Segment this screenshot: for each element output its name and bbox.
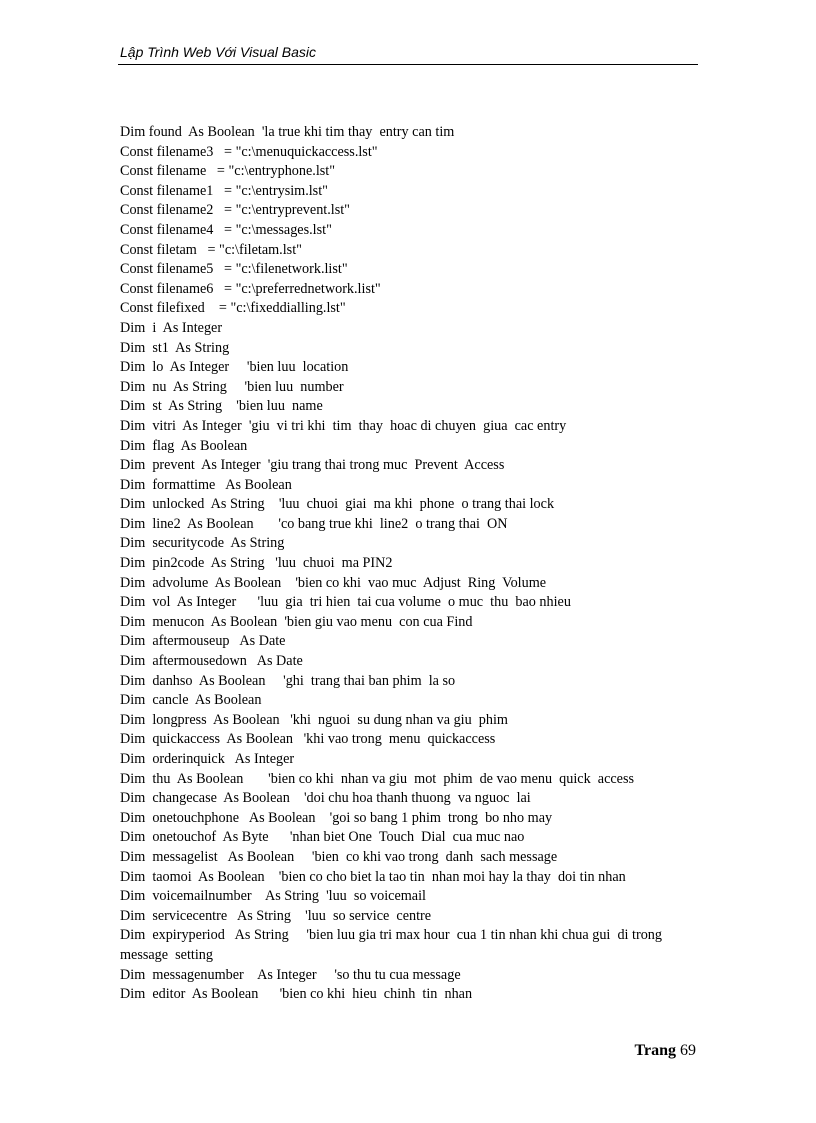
code-line: Dim expiryperiod As String 'bien luu gia tri max hour cua 1 tin nhan khi chua gui di trong message setting [120, 927, 666, 963]
code-line: Const filefixed = "c:\fixeddialling.lst" [120, 300, 346, 317]
code-line: Dim onetouchof As Byte 'nhan biet One Touch Dial cua muc nao [120, 829, 525, 846]
code-line: Dim nu As String 'bien luu number [120, 378, 344, 395]
code-line: Dim advolume As Boolean 'bien co khi vao muc Adjust Ring Volume [120, 574, 547, 591]
code-line: Dim quickaccess As Boolean 'khi vao trong menu quickaccess [120, 731, 496, 748]
code-line: Dim vitri As Integer 'giu vi tri khi tim thay hoac di chuyen giua cac entry [120, 417, 567, 434]
code-line: Dim prevent As Integer 'giu trang thai trong muc Prevent Access [120, 457, 505, 474]
code-line: Dim messagelist As Boolean 'bien co khi vao trong danh sach message [120, 848, 558, 865]
code-line: Dim aftermouseup As Date [120, 633, 286, 650]
code-line: Dim orderinquick As Integer [120, 751, 295, 767]
page-header [118, 42, 698, 65]
code-line: Dim vol As Integer 'luu gia tri hien tai cua volume o muc thu bao nhieu [120, 594, 571, 611]
header-title: Lập Trình Web Với Visual Basic [120, 44, 316, 60]
code-line: Dim menucon As Boolean 'bien giu vao menu con cua Find [120, 613, 473, 630]
page-footer [635, 1042, 696, 1060]
code-line: Const filename3 = "c:\menuquickaccess.lst" [120, 143, 378, 160]
code-line: Dim st As String 'bien luu name [120, 398, 323, 415]
code-line: Dim danhso As Boolean 'ghi trang thai ban phim la so [120, 672, 456, 689]
code-line: Dim changecase As Boolean 'doi chu hoa thanh thuong va nguoc lai [120, 790, 531, 807]
code-line: Dim thu As Boolean 'bien co khi nhan va giu mot phim de vao menu quick access [120, 770, 635, 787]
code-listing [120, 123, 680, 1005]
code-line: Const filename = "c:\entryphone.lst" [120, 163, 336, 180]
code-line: Dim servicecentre As String 'luu so service centre [120, 907, 432, 924]
code-line: Dim voicemailnumber As String 'luu so voicemail [120, 888, 426, 905]
code-line: Const filename6 = "c:\preferrednetwork.list" [120, 280, 381, 297]
code-line: Const filetam = "c:\filetam.lst" [120, 241, 302, 258]
code-line: Dim taomoi As Boolean 'bien co cho biet la tao tin nhan moi hay la thay doi tin nhan [120, 868, 626, 885]
code-line: Dim messagenumber As Integer 'so thu tu cua message [120, 966, 461, 983]
footer-page-label: Trang [634, 1042, 676, 1059]
code-line: Dim i As Integer [120, 319, 223, 336]
code-line: Dim found As Boolean 'la true khi tim thay entry can tim [120, 124, 455, 140]
code-line: Dim securitycode As String [120, 535, 285, 552]
code-line: Const filename1 = "c:\entrysim.lst" [120, 182, 328, 199]
code-line: Dim flag As Boolean [120, 437, 248, 454]
code-line: Dim longpress As Boolean 'khi nguoi su dung nhan va giu phim [120, 711, 508, 728]
code-line: Const filename4 = "c:\messages.lst" [120, 221, 332, 238]
code-line: Dim aftermousedown As Date [120, 653, 303, 670]
code-line: Dim unlocked As String 'luu chuoi giai ma khi phone o trang thai lock [120, 496, 555, 513]
code-line: Dim onetouchphone As Boolean 'goi so bang 1 phim trong bo nho may [120, 809, 553, 826]
code-line: Dim st1 As String [120, 339, 230, 356]
code-line: Const filename5 = "c:\filenetwork.list" [120, 261, 348, 278]
code-line: Dim cancle As Boolean [120, 692, 262, 709]
code-line: Const filename2 = "c:\entryprevent.lst" [120, 202, 350, 219]
code-line: Dim editor As Boolean 'bien co khi hieu chinh tin nhan [120, 986, 473, 1003]
code-line: Dim lo As Integer 'bien luu location [120, 359, 349, 376]
footer-page-number: 69 [680, 1042, 696, 1059]
code-line: Dim formattime As Boolean [120, 476, 292, 493]
code-line: Dim line2 As Boolean 'co bang true khi line2 o trang thai ON [120, 515, 508, 532]
code-line: Dim pin2code As String 'luu chuoi ma PIN2 [120, 555, 393, 572]
